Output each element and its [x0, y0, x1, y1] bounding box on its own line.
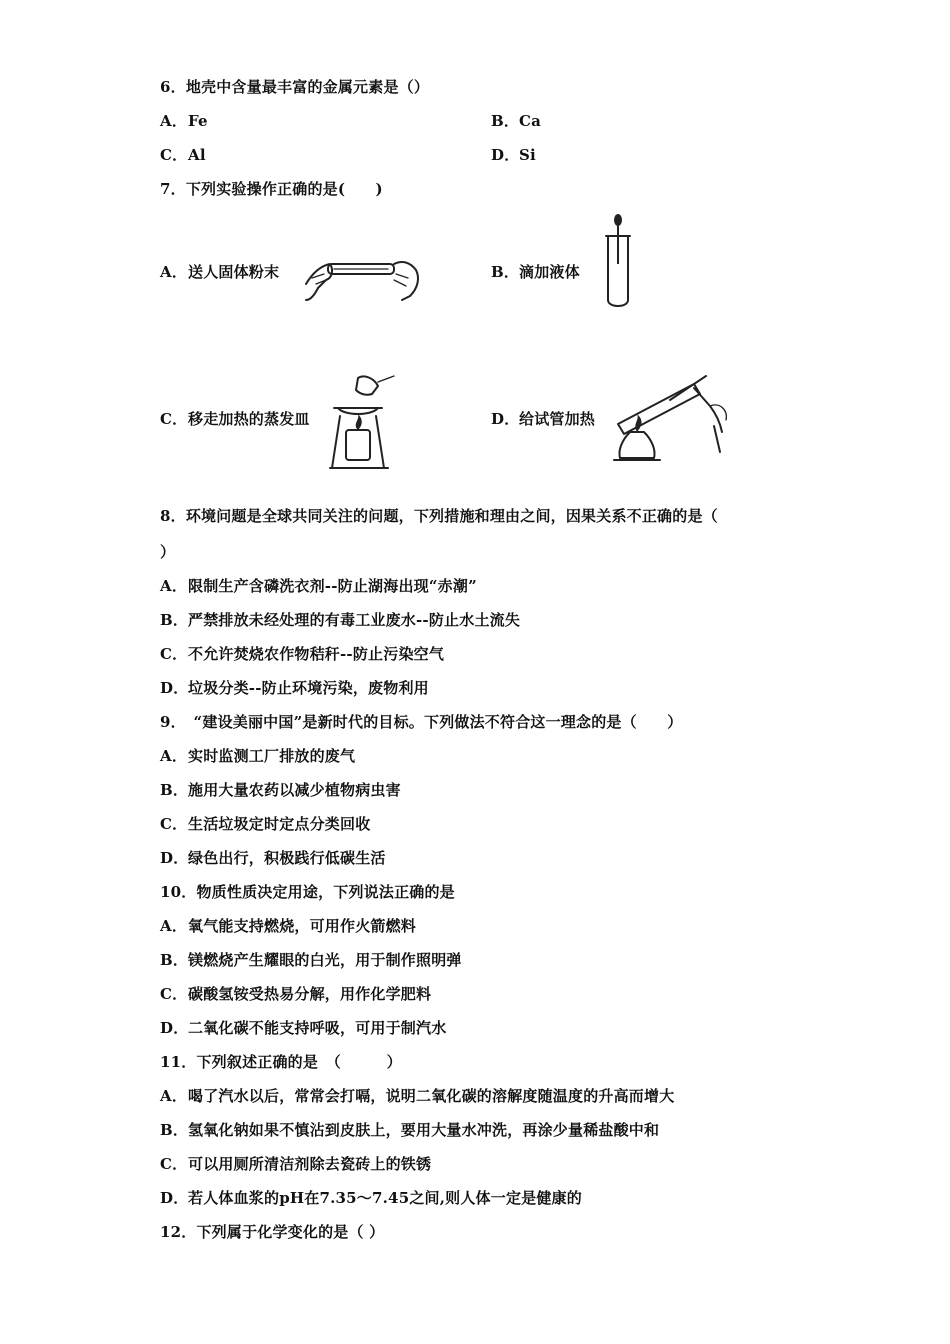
option-label: D． — [160, 679, 189, 697]
q6-option-d — [491, 145, 536, 165]
option-text: 喝了汽水以后，常常会打嗝，说明二氧化碳的溶解度随温度的升高而增大 — [188, 1087, 675, 1105]
option-label: D． — [491, 146, 520, 164]
q11-option-b — [160, 1120, 659, 1140]
option-label: D． — [160, 1019, 189, 1037]
q6-option-a — [160, 111, 208, 131]
option-text: 氧气能支持燃烧，可用作火箭燃料 — [188, 917, 417, 935]
q6-stem: 6．地壳中含量最丰富的金属元素是（） — [160, 78, 430, 96]
q11-stem: 11．下列叙述正确的是 （ ） — [160, 1053, 402, 1071]
option-label: C． — [160, 815, 188, 833]
q8-option-b — [160, 610, 520, 630]
q9-option-d — [160, 848, 386, 868]
q10-option-a — [160, 916, 416, 936]
option-label: A． — [160, 112, 188, 130]
option-label: C． — [160, 1155, 188, 1173]
option-text: 若人体血浆的pH在7.35～7.45之间,则人体一定是健康的 — [188, 1189, 582, 1207]
option-label: D． — [491, 410, 520, 428]
q11-option-c — [160, 1154, 431, 1174]
q6-option-c — [160, 145, 206, 165]
option-text: 施用大量农药以减少植物病虫害 — [188, 781, 401, 799]
q7-option-c — [160, 409, 310, 429]
option-text: Al — [188, 146, 206, 164]
option-label: A． — [160, 1087, 188, 1105]
option-text: 镁燃烧产生耀眼的白光，用于制作照明弹 — [188, 951, 462, 969]
q9-option-c — [160, 814, 370, 834]
option-label: B． — [160, 611, 189, 629]
option-label: C． — [160, 985, 188, 1003]
option-label: C． — [160, 410, 188, 428]
option-text: 限制生产含磷洗衣剂--防止湖海出现“赤潮” — [188, 577, 477, 595]
option-text: 实时监测工厂排放的废气 — [188, 747, 356, 765]
dropper-test-tube-illustration — [600, 212, 640, 312]
q9-stem: 9． “建设美丽中国”是新时代的目标。下列做法不符合这一理念的是（ ） — [160, 713, 683, 731]
option-text: 碳酸氢铵受热易分解，用作化学肥料 — [188, 985, 432, 1003]
evaporating-dish-on-burner-illustration — [328, 372, 400, 470]
q8-stem-line2: ） — [160, 543, 176, 561]
option-text: 严禁排放未经处理的有毒工业废水--防止水土流失 — [188, 611, 521, 629]
q11-option-d — [160, 1188, 582, 1208]
q7-option-a — [160, 262, 279, 282]
option-label: B． — [160, 951, 189, 969]
q11-option-a — [160, 1086, 674, 1106]
option-text: Fe — [188, 112, 208, 130]
option-text: 氢氧化钠如果不慎沾到皮肤上，要用大量水冲洗，再涂少量稀盐酸中和 — [188, 1121, 660, 1139]
q7-option-d — [491, 409, 595, 429]
q8-option-d — [160, 678, 429, 698]
powder-into-tube-illustration — [298, 244, 424, 304]
option-label: A． — [160, 263, 188, 281]
q6-option-b — [491, 111, 541, 131]
option-text: 二氧化碳不能支持呼吸，可用于制汽水 — [188, 1019, 447, 1037]
option-label: D． — [160, 1189, 189, 1207]
q7-option-b — [491, 262, 580, 282]
option-label: C． — [160, 645, 188, 663]
option-label: C． — [160, 146, 188, 164]
option-label: A． — [160, 917, 188, 935]
option-label: B． — [491, 263, 520, 281]
option-text: 移走加热的蒸发皿 — [188, 410, 310, 428]
q10-option-d — [160, 1018, 446, 1038]
option-text: 送人固体粉末 — [188, 263, 280, 281]
q8-option-a — [160, 576, 477, 596]
option-text: 给试管加热 — [519, 410, 596, 428]
q10-option-b — [160, 950, 462, 970]
option-text: 绿色出行，积极践行低碳生活 — [188, 849, 386, 867]
option-label: D． — [160, 849, 189, 867]
q9-option-b — [160, 780, 401, 800]
q7-stem: 7．下列实验操作正确的是( ) — [160, 180, 383, 198]
option-text: 生活垃圾定时定点分类回收 — [188, 815, 371, 833]
option-label: B． — [160, 1121, 189, 1139]
option-label: A． — [160, 577, 188, 595]
q8-stem-line1: 8．环境问题是全球共同关注的问题，下列措施和理由之间，因果关系不正确的是（ — [160, 507, 718, 525]
option-text: Si — [519, 146, 536, 164]
q10-option-c — [160, 984, 431, 1004]
option-text: 可以用厕所清洁剂除去瓷砖上的铁锈 — [188, 1155, 432, 1173]
option-label: B． — [491, 112, 520, 130]
option-text: 垃圾分类--防止环境污染，废物利用 — [188, 679, 429, 697]
q12-stem: 12．下列属于化学变化的是（ ） — [160, 1223, 385, 1241]
option-text: Ca — [519, 112, 542, 130]
q10-stem: 10．物质性质决定用途，下列说法正确的是 — [160, 883, 455, 901]
option-label: B． — [160, 781, 189, 799]
option-text: 滴加液体 — [519, 263, 580, 281]
option-label: A． — [160, 747, 188, 765]
heating-test-tube-illustration — [610, 366, 732, 466]
option-text: 不允许焚烧农作物秸秆--防止污染空气 — [188, 645, 445, 663]
q8-option-c — [160, 644, 444, 664]
q9-option-a — [160, 746, 355, 766]
